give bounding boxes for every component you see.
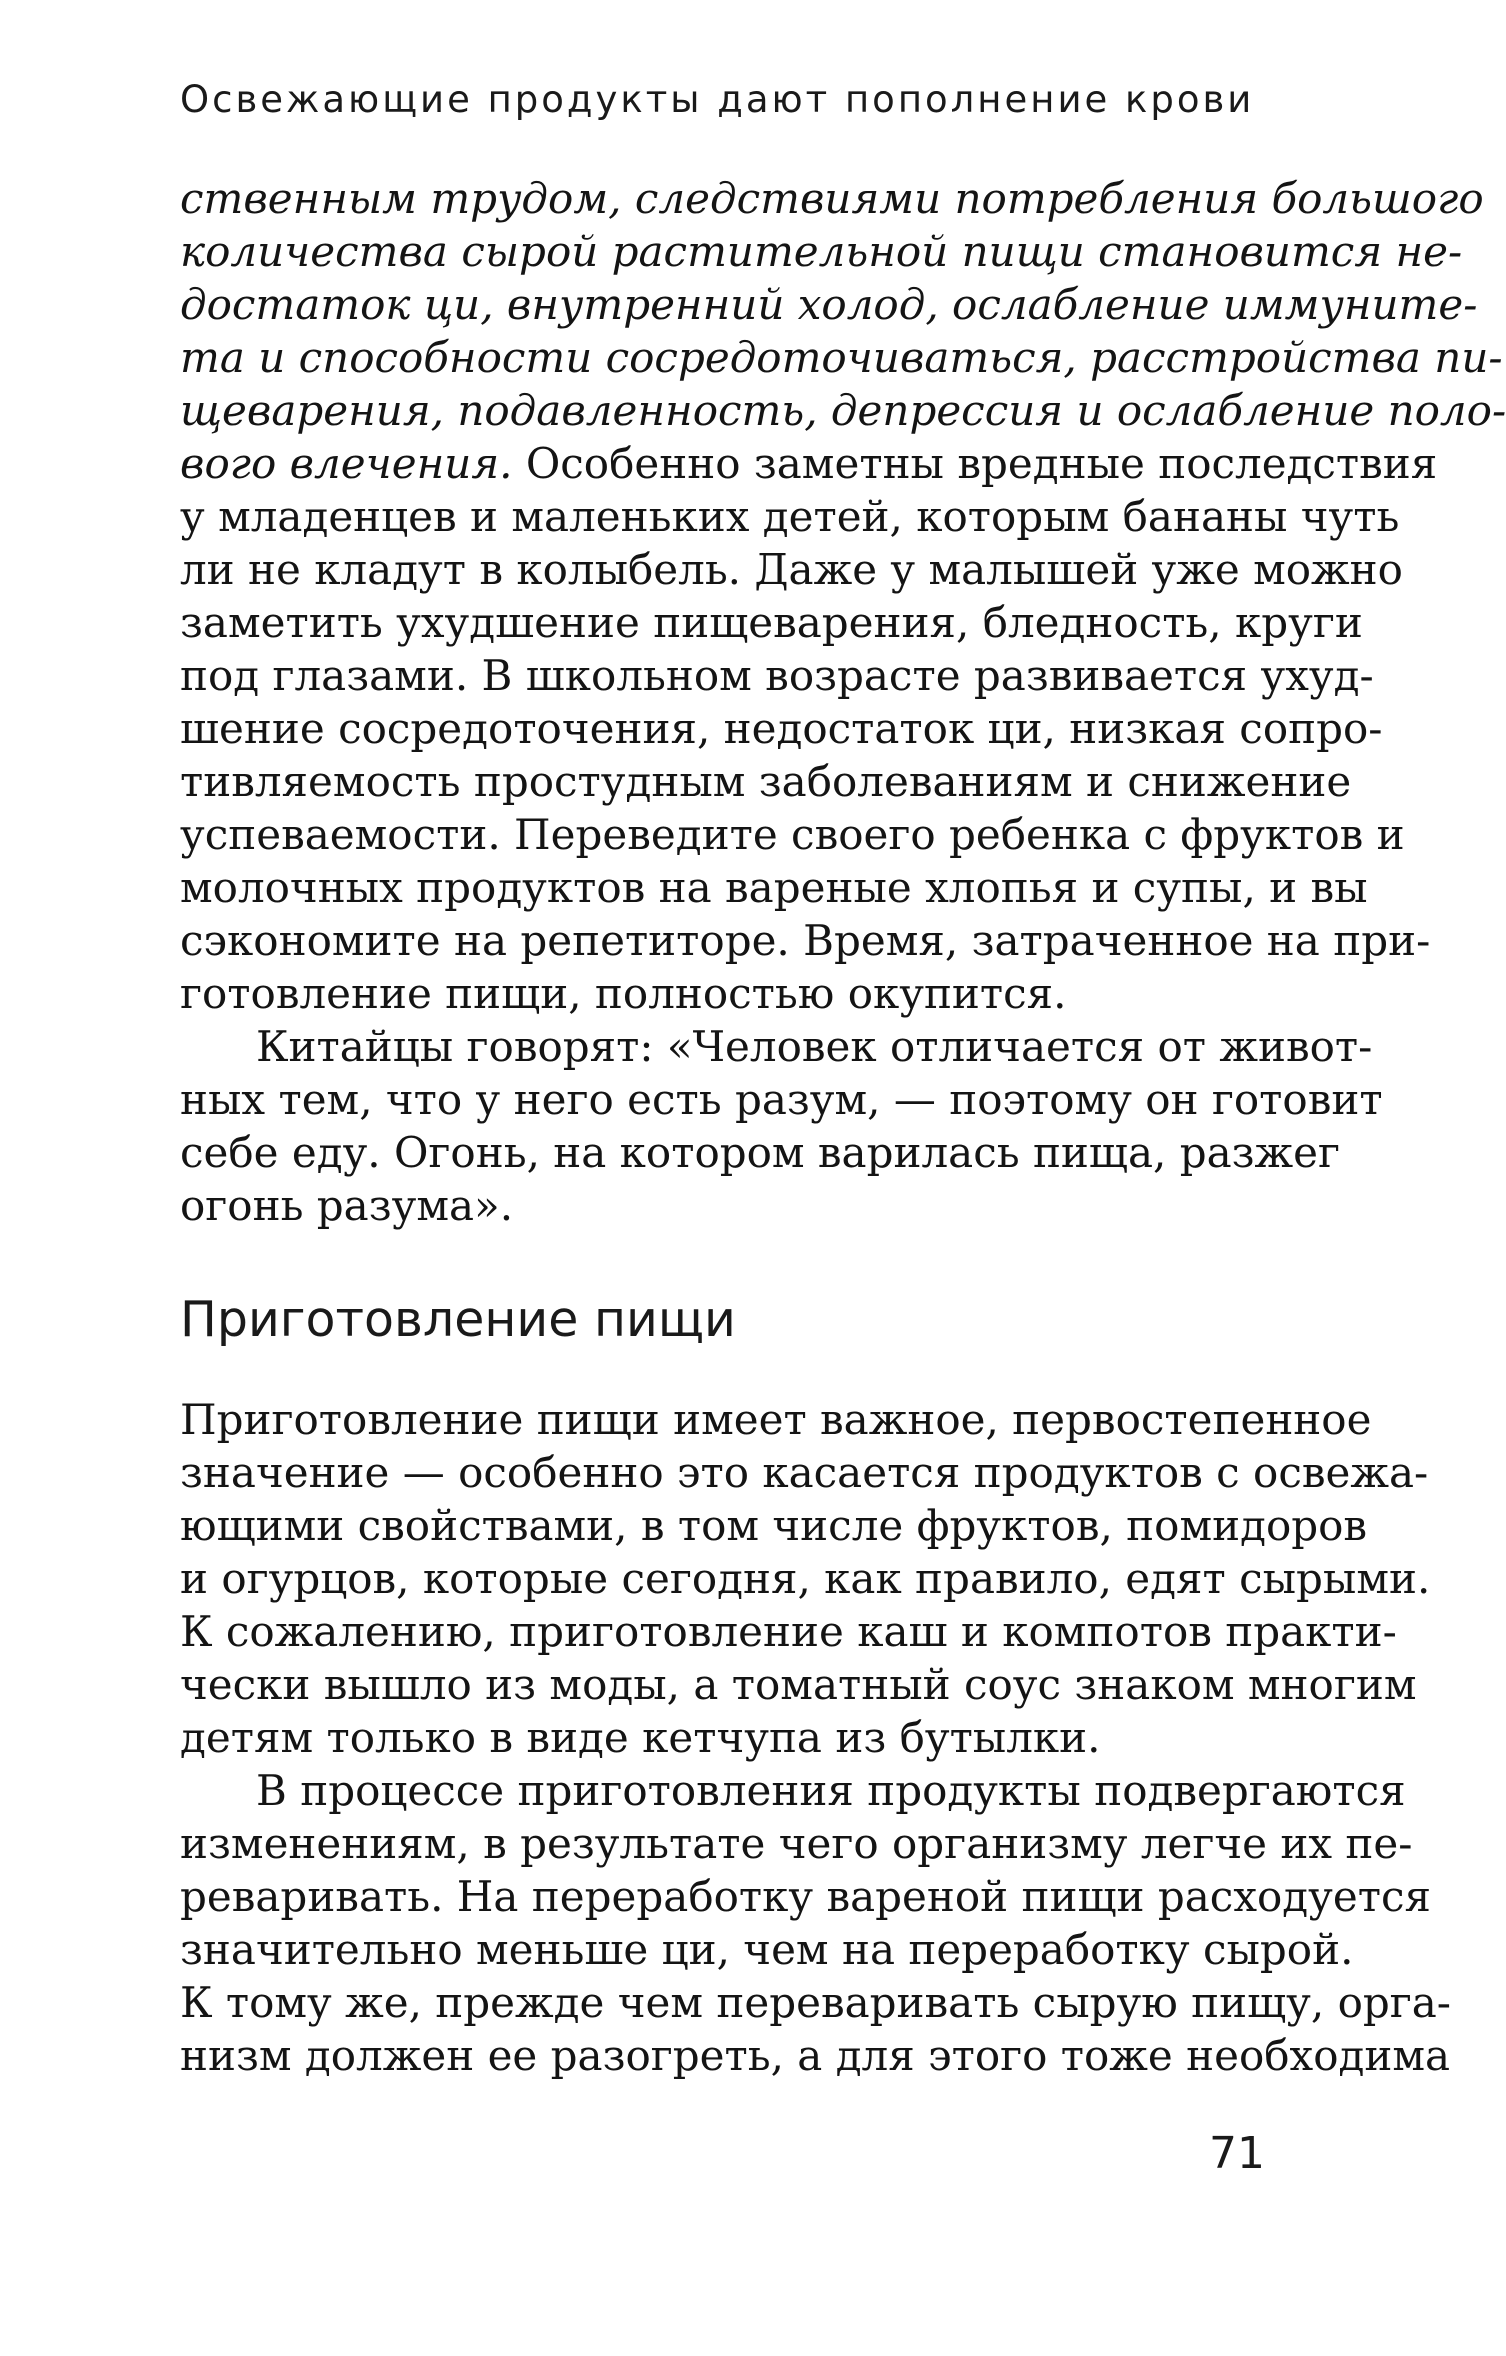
paragraph-line bbox=[180, 861, 1368, 914]
italic-text: та и способности сосредоточиваться, расстройства пи- bbox=[180, 333, 1503, 382]
paragraph-line bbox=[180, 490, 1400, 543]
paragraph-line bbox=[180, 755, 1352, 808]
paragraph-line bbox=[180, 543, 1403, 596]
body-text: ли не кладут в колыбель. Даже у малышей уже можно bbox=[180, 545, 1403, 594]
page-number: 71 bbox=[1209, 2128, 1265, 2179]
body-text: у младенцев и маленьких детей, которым бананы чуть bbox=[180, 492, 1400, 541]
paragraph-line bbox=[180, 649, 1374, 702]
paragraph-line: огонь разума». bbox=[180, 1181, 514, 1230]
paragraph-line: реваривать. На переработку вареной пищи расходуется bbox=[180, 1872, 1431, 1921]
italic-text: щеварения, подавленность, депрессия и ослабление поло- bbox=[180, 386, 1506, 435]
body-text: молочных продуктов на вареные хлопья и супы, и вы bbox=[180, 863, 1368, 912]
running-header: Освежающие продукты дают пополнение крови bbox=[180, 78, 1255, 121]
paragraph-line bbox=[180, 914, 1431, 967]
paragraph-line: ющими свойствами, в том числе фруктов, помидоров bbox=[180, 1501, 1368, 1550]
paragraph-line: детям только в виде кетчупа из бутылки. bbox=[180, 1713, 1101, 1762]
paragraph-line: Приготовление пищи имеет важное, первостепенное bbox=[180, 1395, 1372, 1444]
italic-text: количества сырой растительной пищи становится не- bbox=[180, 227, 1463, 276]
paragraph-line bbox=[180, 808, 1405, 861]
paragraph-line: Китайцы говорят: «Человек отличается от живот- bbox=[256, 1022, 1373, 1071]
paragraph-line: и огурцов, которые сегодня, как правило, едят сырыми. bbox=[180, 1554, 1431, 1603]
paragraph-line bbox=[180, 225, 1463, 278]
section-heading: Приготовление пищи bbox=[180, 1291, 736, 1348]
paragraph-line bbox=[180, 331, 1503, 384]
body-text: успеваемости. Переведите своего ребенка с фруктов и bbox=[180, 810, 1405, 859]
paragraph-line: К тому же, прежде чем переваривать сырую пищу, орга- bbox=[180, 1978, 1451, 2027]
body-text: тивляемость простудным заболеваниям и снижение bbox=[180, 757, 1352, 806]
paragraph-line bbox=[180, 278, 1478, 331]
paragraph-line bbox=[180, 172, 1484, 225]
paragraph-line: ных тем, что у него есть разум, — поэтому он готовит bbox=[180, 1075, 1383, 1124]
italic-text: достаток ци, внутренний холод, ослабление иммуните- bbox=[180, 280, 1478, 329]
paragraph-line: низм должен ее разогреть, а для этого тоже необходима bbox=[180, 2031, 1451, 2080]
paragraph-line: В процессе приготовления продукты подвергаются bbox=[256, 1766, 1406, 1815]
paragraph-line: себе еду. Огонь, на котором варилась пища, разжег bbox=[180, 1128, 1341, 1177]
paragraph-line: изменениям, в результате чего организму легче их пе- bbox=[180, 1819, 1413, 1868]
body-text: сэкономите на репетиторе. Время, затраченное на при- bbox=[180, 916, 1431, 965]
paragraph-line bbox=[180, 596, 1363, 649]
body-text: шение сосредоточения, недостаток ци, низкая сопро- bbox=[180, 704, 1383, 753]
paragraph-line bbox=[180, 702, 1383, 755]
italic-text: вого влечения. bbox=[180, 439, 513, 488]
body-text: готовление пищи, полностью окупится. bbox=[180, 969, 1067, 1018]
paragraph-line bbox=[180, 437, 1438, 490]
paragraph-line bbox=[180, 967, 1320, 1020]
paragraph-line: К сожалению, приготовление каш и компотов практи- bbox=[180, 1607, 1397, 1656]
paragraph-line: значение — особенно это касается продуктов с освежа- bbox=[180, 1448, 1429, 1497]
paragraph-line: чески вышло из моды, а томатный соус знаком многим bbox=[180, 1660, 1417, 1709]
paragraph-line: значительно меньше ци, чем на переработку сырой. bbox=[180, 1925, 1354, 1974]
body-text: под глазами. В школьном возрасте развивается ухуд- bbox=[180, 651, 1374, 700]
italic-text: ственным трудом, следствиями потребления большого bbox=[180, 174, 1484, 223]
body-text: заметить ухудшение пищеварения, бледность, круги bbox=[180, 598, 1363, 647]
paragraph-line bbox=[180, 384, 1506, 437]
body-text: Особенно заметны вредные последствия bbox=[512, 439, 1438, 488]
